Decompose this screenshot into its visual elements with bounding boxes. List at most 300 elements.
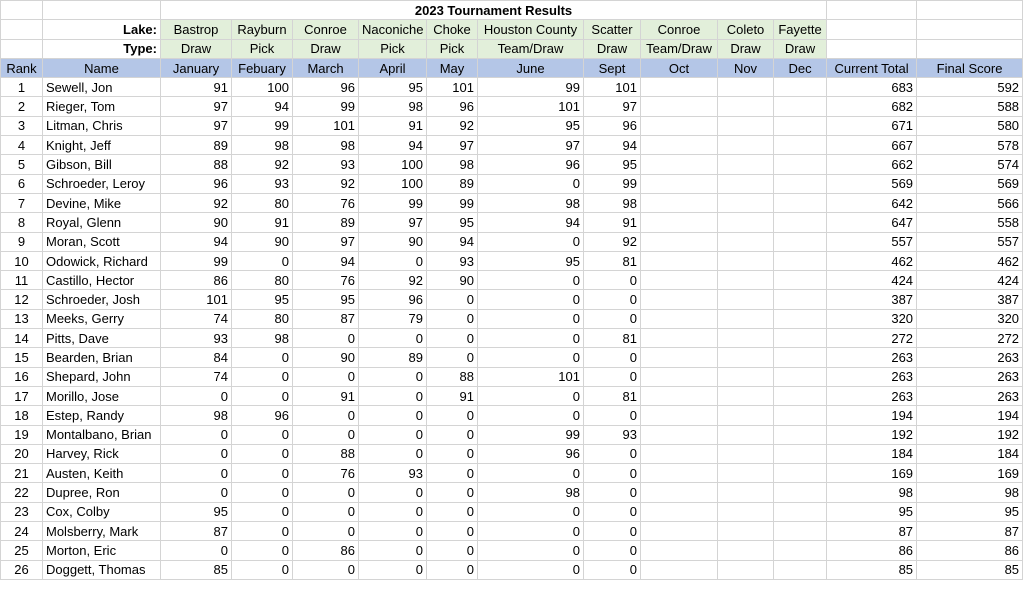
type-cell[interactable]: Draw <box>774 39 827 58</box>
score-cell[interactable]: 94 <box>293 251 359 270</box>
score-cell[interactable]: 86 <box>161 271 232 290</box>
final-score-cell[interactable]: 272 <box>917 329 1023 348</box>
score-cell[interactable]: 0 <box>427 329 478 348</box>
score-cell[interactable] <box>718 386 774 405</box>
current-total-cell[interactable]: 263 <box>827 367 917 386</box>
current-total-cell[interactable]: 95 <box>827 502 917 521</box>
lake-cell[interactable]: Conroe <box>641 20 718 39</box>
score-cell[interactable] <box>774 116 827 135</box>
final-score-cell[interactable]: 263 <box>917 367 1023 386</box>
final-score-cell[interactable]: 462 <box>917 251 1023 270</box>
empty-cell[interactable] <box>827 20 917 39</box>
score-cell[interactable]: 94 <box>427 232 478 251</box>
rank-cell[interactable]: 17 <box>1 386 43 405</box>
rank-cell[interactable]: 9 <box>1 232 43 251</box>
score-cell[interactable]: 0 <box>359 251 427 270</box>
empty-cell[interactable] <box>917 39 1023 58</box>
name-cell[interactable]: Morton, Eric <box>43 541 161 560</box>
current-total-cell[interactable]: 87 <box>827 522 917 541</box>
score-cell[interactable] <box>641 116 718 135</box>
score-cell[interactable] <box>774 290 827 309</box>
current-total-cell[interactable]: 263 <box>827 348 917 367</box>
final-score-cell[interactable]: 98 <box>917 483 1023 502</box>
name-cell[interactable]: Estep, Randy <box>43 406 161 425</box>
final-score-cell[interactable]: 588 <box>917 97 1023 116</box>
score-cell[interactable]: 0 <box>427 483 478 502</box>
score-cell[interactable] <box>718 213 774 232</box>
score-cell[interactable]: 87 <box>161 522 232 541</box>
current-total-cell[interactable]: 387 <box>827 290 917 309</box>
final-score-cell[interactable]: 320 <box>917 309 1023 328</box>
score-cell[interactable]: 98 <box>161 406 232 425</box>
final-score-cell[interactable]: 194 <box>917 406 1023 425</box>
score-cell[interactable]: 0 <box>584 271 641 290</box>
score-cell[interactable]: 99 <box>293 97 359 116</box>
score-cell[interactable]: 91 <box>161 78 232 97</box>
score-cell[interactable]: 92 <box>161 193 232 212</box>
rank-cell[interactable]: 26 <box>1 560 43 579</box>
score-cell[interactable] <box>718 251 774 270</box>
score-cell[interactable] <box>641 155 718 174</box>
score-cell[interactable] <box>718 444 774 463</box>
score-cell[interactable]: 91 <box>359 116 427 135</box>
name-cell[interactable]: Austen, Keith <box>43 464 161 483</box>
score-cell[interactable]: 93 <box>232 174 293 193</box>
current-total-cell[interactable]: 569 <box>827 174 917 193</box>
score-cell[interactable]: 99 <box>478 78 584 97</box>
score-cell[interactable] <box>718 136 774 155</box>
sheet-title[interactable]: 2023 Tournament Results <box>161 1 827 20</box>
current-total-cell[interactable]: 263 <box>827 386 917 405</box>
score-cell[interactable]: 100 <box>359 174 427 193</box>
score-cell[interactable]: 0 <box>161 444 232 463</box>
score-cell[interactable]: 0 <box>232 367 293 386</box>
score-cell[interactable] <box>718 522 774 541</box>
current-total-cell[interactable]: 671 <box>827 116 917 135</box>
score-cell[interactable] <box>718 116 774 135</box>
score-cell[interactable]: 0 <box>584 309 641 328</box>
score-cell[interactable]: 0 <box>584 367 641 386</box>
name-cell[interactable]: Montalbano, Brian <box>43 425 161 444</box>
score-cell[interactable]: 94 <box>478 213 584 232</box>
score-cell[interactable]: 0 <box>478 174 584 193</box>
score-cell[interactable]: 95 <box>427 213 478 232</box>
current-total-cell[interactable]: 169 <box>827 464 917 483</box>
score-cell[interactable]: 0 <box>293 367 359 386</box>
score-cell[interactable]: 91 <box>584 213 641 232</box>
score-cell[interactable]: 101 <box>427 78 478 97</box>
score-cell[interactable] <box>718 502 774 521</box>
rank-cell[interactable]: 22 <box>1 483 43 502</box>
score-cell[interactable] <box>641 309 718 328</box>
score-cell[interactable]: 98 <box>584 193 641 212</box>
column-header[interactable]: Name <box>43 58 161 77</box>
name-cell[interactable]: Pitts, Dave <box>43 329 161 348</box>
lake-label[interactable]: Lake: <box>43 20 161 39</box>
score-cell[interactable]: 96 <box>161 174 232 193</box>
score-cell[interactable]: 0 <box>293 502 359 521</box>
score-cell[interactable]: 0 <box>427 406 478 425</box>
lake-cell[interactable]: Rayburn <box>232 20 293 39</box>
score-cell[interactable]: 0 <box>293 483 359 502</box>
final-score-cell[interactable]: 85 <box>917 560 1023 579</box>
score-cell[interactable]: 90 <box>161 213 232 232</box>
score-cell[interactable]: 97 <box>359 213 427 232</box>
score-cell[interactable]: 0 <box>584 406 641 425</box>
score-cell[interactable]: 0 <box>478 309 584 328</box>
name-cell[interactable]: Moran, Scott <box>43 232 161 251</box>
score-cell[interactable]: 0 <box>161 425 232 444</box>
current-total-cell[interactable]: 662 <box>827 155 917 174</box>
score-cell[interactable]: 97 <box>478 136 584 155</box>
column-header[interactable]: Nov <box>718 58 774 77</box>
score-cell[interactable]: 0 <box>359 522 427 541</box>
rank-cell[interactable]: 2 <box>1 97 43 116</box>
name-cell[interactable]: Molsberry, Mark <box>43 522 161 541</box>
column-header[interactable]: Current Total <box>827 58 917 77</box>
score-cell[interactable]: 0 <box>232 251 293 270</box>
score-cell[interactable]: 0 <box>584 502 641 521</box>
score-cell[interactable]: 95 <box>478 116 584 135</box>
type-cell[interactable]: Draw <box>161 39 232 58</box>
score-cell[interactable]: 95 <box>293 290 359 309</box>
score-cell[interactable]: 0 <box>478 522 584 541</box>
name-cell[interactable]: Sewell, Jon <box>43 78 161 97</box>
score-cell[interactable]: 0 <box>427 560 478 579</box>
current-total-cell[interactable]: 557 <box>827 232 917 251</box>
score-cell[interactable]: 0 <box>293 425 359 444</box>
score-cell[interactable]: 95 <box>478 251 584 270</box>
rank-cell[interactable]: 7 <box>1 193 43 212</box>
name-cell[interactable]: Gibson, Bill <box>43 155 161 174</box>
score-cell[interactable]: 94 <box>232 97 293 116</box>
name-cell[interactable]: Dupree, Ron <box>43 483 161 502</box>
score-cell[interactable]: 89 <box>293 213 359 232</box>
score-cell[interactable]: 0 <box>359 483 427 502</box>
score-cell[interactable]: 88 <box>161 155 232 174</box>
rank-cell[interactable]: 19 <box>1 425 43 444</box>
score-cell[interactable]: 0 <box>478 232 584 251</box>
score-cell[interactable]: 96 <box>478 444 584 463</box>
score-cell[interactable] <box>641 290 718 309</box>
rank-cell[interactable]: 3 <box>1 116 43 135</box>
column-header[interactable]: March <box>293 58 359 77</box>
score-cell[interactable]: 0 <box>232 444 293 463</box>
current-total-cell[interactable]: 667 <box>827 136 917 155</box>
final-score-cell[interactable]: 169 <box>917 464 1023 483</box>
column-header[interactable]: Dec <box>774 58 827 77</box>
score-cell[interactable]: 0 <box>478 348 584 367</box>
score-cell[interactable]: 0 <box>427 348 478 367</box>
score-cell[interactable]: 81 <box>584 386 641 405</box>
score-cell[interactable]: 0 <box>359 329 427 348</box>
score-cell[interactable]: 81 <box>584 329 641 348</box>
score-cell[interactable]: 0 <box>584 483 641 502</box>
name-cell[interactable]: Castillo, Hector <box>43 271 161 290</box>
score-cell[interactable] <box>774 502 827 521</box>
name-cell[interactable]: Odowick, Richard <box>43 251 161 270</box>
rank-cell[interactable]: 12 <box>1 290 43 309</box>
score-cell[interactable]: 93 <box>359 464 427 483</box>
final-score-cell[interactable]: 87 <box>917 522 1023 541</box>
score-cell[interactable]: 0 <box>478 560 584 579</box>
score-cell[interactable]: 101 <box>293 116 359 135</box>
score-cell[interactable]: 90 <box>293 348 359 367</box>
score-cell[interactable]: 96 <box>232 406 293 425</box>
final-score-cell[interactable]: 95 <box>917 502 1023 521</box>
name-cell[interactable]: Rieger, Tom <box>43 97 161 116</box>
score-cell[interactable] <box>718 329 774 348</box>
name-cell[interactable]: Bearden, Brian <box>43 348 161 367</box>
final-score-cell[interactable]: 184 <box>917 444 1023 463</box>
score-cell[interactable]: 92 <box>232 155 293 174</box>
score-cell[interactable]: 99 <box>478 425 584 444</box>
score-cell[interactable]: 96 <box>584 116 641 135</box>
score-cell[interactable]: 91 <box>232 213 293 232</box>
score-cell[interactable]: 0 <box>359 367 427 386</box>
type-cell[interactable]: Draw <box>718 39 774 58</box>
score-cell[interactable] <box>641 464 718 483</box>
score-cell[interactable]: 0 <box>584 348 641 367</box>
score-cell[interactable] <box>641 329 718 348</box>
score-cell[interactable]: 89 <box>161 136 232 155</box>
score-cell[interactable] <box>641 78 718 97</box>
score-cell[interactable]: 0 <box>427 522 478 541</box>
score-cell[interactable]: 100 <box>359 155 427 174</box>
score-cell[interactable] <box>718 541 774 560</box>
score-cell[interactable]: 0 <box>293 329 359 348</box>
final-score-cell[interactable]: 86 <box>917 541 1023 560</box>
score-cell[interactable]: 0 <box>478 406 584 425</box>
score-cell[interactable]: 0 <box>232 483 293 502</box>
rank-cell[interactable]: 23 <box>1 502 43 521</box>
score-cell[interactable]: 95 <box>584 155 641 174</box>
score-cell[interactable]: 0 <box>478 329 584 348</box>
score-cell[interactable] <box>774 348 827 367</box>
score-cell[interactable]: 81 <box>584 251 641 270</box>
final-score-cell[interactable]: 592 <box>917 78 1023 97</box>
score-cell[interactable] <box>774 541 827 560</box>
name-cell[interactable]: Shepard, John <box>43 367 161 386</box>
score-cell[interactable]: 79 <box>359 309 427 328</box>
score-cell[interactable]: 74 <box>161 309 232 328</box>
score-cell[interactable]: 0 <box>584 560 641 579</box>
type-cell[interactable]: Pick <box>232 39 293 58</box>
score-cell[interactable]: 0 <box>584 541 641 560</box>
score-cell[interactable]: 93 <box>427 251 478 270</box>
name-cell[interactable]: Devine, Mike <box>43 193 161 212</box>
name-cell[interactable]: Doggett, Thomas <box>43 560 161 579</box>
current-total-cell[interactable]: 683 <box>827 78 917 97</box>
score-cell[interactable]: 0 <box>232 560 293 579</box>
score-cell[interactable]: 97 <box>427 136 478 155</box>
score-cell[interactable]: 0 <box>359 386 427 405</box>
rank-cell[interactable]: 14 <box>1 329 43 348</box>
score-cell[interactable] <box>718 193 774 212</box>
score-cell[interactable] <box>774 386 827 405</box>
score-cell[interactable]: 96 <box>427 97 478 116</box>
score-cell[interactable]: 0 <box>478 541 584 560</box>
type-label[interactable]: Type: <box>43 39 161 58</box>
score-cell[interactable]: 91 <box>427 386 478 405</box>
current-total-cell[interactable]: 98 <box>827 483 917 502</box>
score-cell[interactable] <box>718 560 774 579</box>
score-cell[interactable]: 90 <box>232 232 293 251</box>
score-cell[interactable] <box>774 522 827 541</box>
score-cell[interactable]: 92 <box>359 271 427 290</box>
score-cell[interactable] <box>641 406 718 425</box>
lake-cell[interactable]: Fayette <box>774 20 827 39</box>
score-cell[interactable]: 98 <box>427 155 478 174</box>
final-score-cell[interactable]: 387 <box>917 290 1023 309</box>
score-cell[interactable]: 0 <box>232 464 293 483</box>
score-cell[interactable] <box>774 309 827 328</box>
rank-cell[interactable]: 8 <box>1 213 43 232</box>
rank-cell[interactable]: 10 <box>1 251 43 270</box>
score-cell[interactable]: 74 <box>161 367 232 386</box>
type-cell[interactable]: Pick <box>359 39 427 58</box>
score-cell[interactable]: 0 <box>232 386 293 405</box>
score-cell[interactable]: 76 <box>293 464 359 483</box>
score-cell[interactable] <box>718 406 774 425</box>
rank-cell[interactable]: 1 <box>1 78 43 97</box>
type-cell[interactable]: Team/Draw <box>641 39 718 58</box>
empty-cell[interactable] <box>917 20 1023 39</box>
score-cell[interactable] <box>718 425 774 444</box>
current-total-cell[interactable]: 462 <box>827 251 917 270</box>
final-score-cell[interactable]: 566 <box>917 193 1023 212</box>
rank-cell[interactable]: 13 <box>1 309 43 328</box>
score-cell[interactable] <box>641 444 718 463</box>
current-total-cell[interactable]: 272 <box>827 329 917 348</box>
score-cell[interactable]: 0 <box>478 386 584 405</box>
score-cell[interactable]: 101 <box>584 78 641 97</box>
score-cell[interactable]: 76 <box>293 193 359 212</box>
type-cell[interactable]: Pick <box>427 39 478 58</box>
column-header[interactable]: Rank <box>1 58 43 77</box>
score-cell[interactable] <box>774 425 827 444</box>
score-cell[interactable]: 99 <box>161 251 232 270</box>
final-score-cell[interactable]: 578 <box>917 136 1023 155</box>
score-cell[interactable] <box>641 136 718 155</box>
score-cell[interactable] <box>641 97 718 116</box>
score-cell[interactable] <box>774 271 827 290</box>
score-cell[interactable]: 0 <box>359 444 427 463</box>
score-cell[interactable] <box>774 444 827 463</box>
score-cell[interactable]: 0 <box>359 560 427 579</box>
rank-cell[interactable]: 11 <box>1 271 43 290</box>
score-cell[interactable]: 98 <box>293 136 359 155</box>
lake-cell[interactable]: Conroe <box>293 20 359 39</box>
current-total-cell[interactable]: 194 <box>827 406 917 425</box>
score-cell[interactable]: 80 <box>232 271 293 290</box>
score-cell[interactable]: 90 <box>359 232 427 251</box>
score-cell[interactable]: 0 <box>293 560 359 579</box>
score-cell[interactable]: 101 <box>478 97 584 116</box>
score-cell[interactable]: 0 <box>359 425 427 444</box>
type-cell[interactable]: Team/Draw <box>478 39 584 58</box>
score-cell[interactable] <box>718 232 774 251</box>
rank-cell[interactable]: 15 <box>1 348 43 367</box>
score-cell[interactable]: 96 <box>359 290 427 309</box>
type-cell[interactable]: Draw <box>293 39 359 58</box>
score-cell[interactable] <box>641 386 718 405</box>
score-cell[interactable]: 93 <box>293 155 359 174</box>
current-total-cell[interactable]: 642 <box>827 193 917 212</box>
current-total-cell[interactable]: 424 <box>827 271 917 290</box>
column-header[interactable]: May <box>427 58 478 77</box>
score-cell[interactable]: 76 <box>293 271 359 290</box>
score-cell[interactable]: 92 <box>293 174 359 193</box>
score-cell[interactable]: 0 <box>232 541 293 560</box>
lake-cell[interactable]: Choke <box>427 20 478 39</box>
score-cell[interactable] <box>774 464 827 483</box>
score-cell[interactable] <box>641 560 718 579</box>
score-cell[interactable]: 0 <box>478 464 584 483</box>
name-cell[interactable]: Cox, Colby <box>43 502 161 521</box>
score-cell[interactable]: 0 <box>427 290 478 309</box>
score-cell[interactable]: 99 <box>359 193 427 212</box>
score-cell[interactable] <box>774 97 827 116</box>
score-cell[interactable]: 0 <box>584 522 641 541</box>
score-cell[interactable]: 87 <box>293 309 359 328</box>
column-header[interactable]: Sept <box>584 58 641 77</box>
score-cell[interactable] <box>774 232 827 251</box>
score-cell[interactable]: 0 <box>161 541 232 560</box>
score-cell[interactable] <box>641 541 718 560</box>
score-cell[interactable]: 95 <box>359 78 427 97</box>
name-cell[interactable]: Schroeder, Josh <box>43 290 161 309</box>
rank-cell[interactable]: 20 <box>1 444 43 463</box>
score-cell[interactable]: 80 <box>232 193 293 212</box>
score-cell[interactable]: 98 <box>478 193 584 212</box>
score-cell[interactable]: 101 <box>478 367 584 386</box>
final-score-cell[interactable]: 263 <box>917 348 1023 367</box>
final-score-cell[interactable]: 192 <box>917 425 1023 444</box>
current-total-cell[interactable]: 86 <box>827 541 917 560</box>
score-cell[interactable] <box>718 483 774 502</box>
score-cell[interactable]: 97 <box>161 116 232 135</box>
score-cell[interactable]: 89 <box>427 174 478 193</box>
name-cell[interactable]: Meeks, Gerry <box>43 309 161 328</box>
score-cell[interactable]: 97 <box>161 97 232 116</box>
current-total-cell[interactable]: 320 <box>827 309 917 328</box>
lake-cell[interactable]: Scatter <box>584 20 641 39</box>
score-cell[interactable]: 93 <box>161 329 232 348</box>
score-cell[interactable]: 0 <box>232 522 293 541</box>
final-score-cell[interactable]: 580 <box>917 116 1023 135</box>
final-score-cell[interactable]: 558 <box>917 213 1023 232</box>
score-cell[interactable]: 0 <box>293 522 359 541</box>
score-cell[interactable]: 0 <box>427 444 478 463</box>
score-cell[interactable]: 0 <box>427 541 478 560</box>
final-score-cell[interactable]: 263 <box>917 386 1023 405</box>
final-score-cell[interactable]: 424 <box>917 271 1023 290</box>
score-cell[interactable] <box>774 136 827 155</box>
rank-cell[interactable]: 24 <box>1 522 43 541</box>
final-score-cell[interactable]: 557 <box>917 232 1023 251</box>
score-cell[interactable]: 99 <box>427 193 478 212</box>
score-cell[interactable]: 98 <box>359 97 427 116</box>
score-cell[interactable]: 96 <box>293 78 359 97</box>
score-cell[interactable]: 0 <box>161 386 232 405</box>
score-cell[interactable] <box>774 406 827 425</box>
score-cell[interactable]: 100 <box>232 78 293 97</box>
name-cell[interactable]: Schroeder, Leroy <box>43 174 161 193</box>
score-cell[interactable]: 93 <box>584 425 641 444</box>
score-cell[interactable]: 0 <box>584 464 641 483</box>
current-total-cell[interactable]: 184 <box>827 444 917 463</box>
